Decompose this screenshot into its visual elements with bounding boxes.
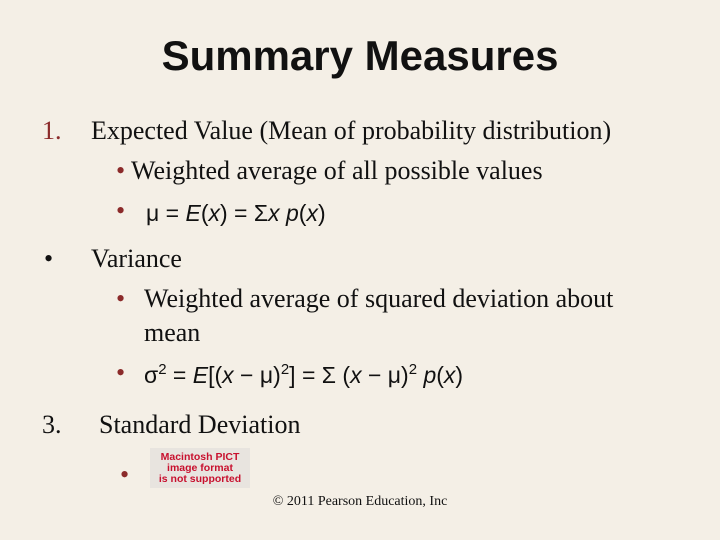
item-2-heading: Variance <box>91 244 182 273</box>
item-1-sub-1-text: Weighted average of all possible values <box>131 156 543 185</box>
item-1-heading: Expected Value (Mean of probability distribution) <box>91 116 612 145</box>
slide-title: Summary Measures <box>161 32 559 79</box>
item-1-number: 1. <box>42 116 62 145</box>
item-3-sub-1-bullet: • <box>120 460 130 489</box>
copyright-footer: © 2011 Pearson Education, Inc <box>272 494 448 509</box>
item-1-sub-1-bullet: • <box>116 156 126 185</box>
item-2-sub-1-line-2: mean <box>144 318 201 347</box>
expected-value-formula: μ = E(x) = Σx p(x) <box>146 200 326 226</box>
item-1-sub-2-bullet: • <box>116 196 126 225</box>
item-3-number: 3. <box>42 410 62 439</box>
variance-formula: $\sigma^2 = E[(x - \mu)^2] = \Sigma$ $(x - \mu)^2$ p(x) <box>144 361 464 388</box>
item-2-sub-1-bullet: • <box>116 284 126 313</box>
item-2-sub-2-bullet: • <box>116 358 126 387</box>
unsupported-image-placeholder: Macintosh PICT image format is not supported <box>150 448 250 488</box>
item-3-heading: Standard Deviation <box>99 410 301 439</box>
item-2-sub-1-line-1: Weighted average of squared deviation about <box>144 284 614 313</box>
item-2-bullet: • <box>44 244 54 273</box>
